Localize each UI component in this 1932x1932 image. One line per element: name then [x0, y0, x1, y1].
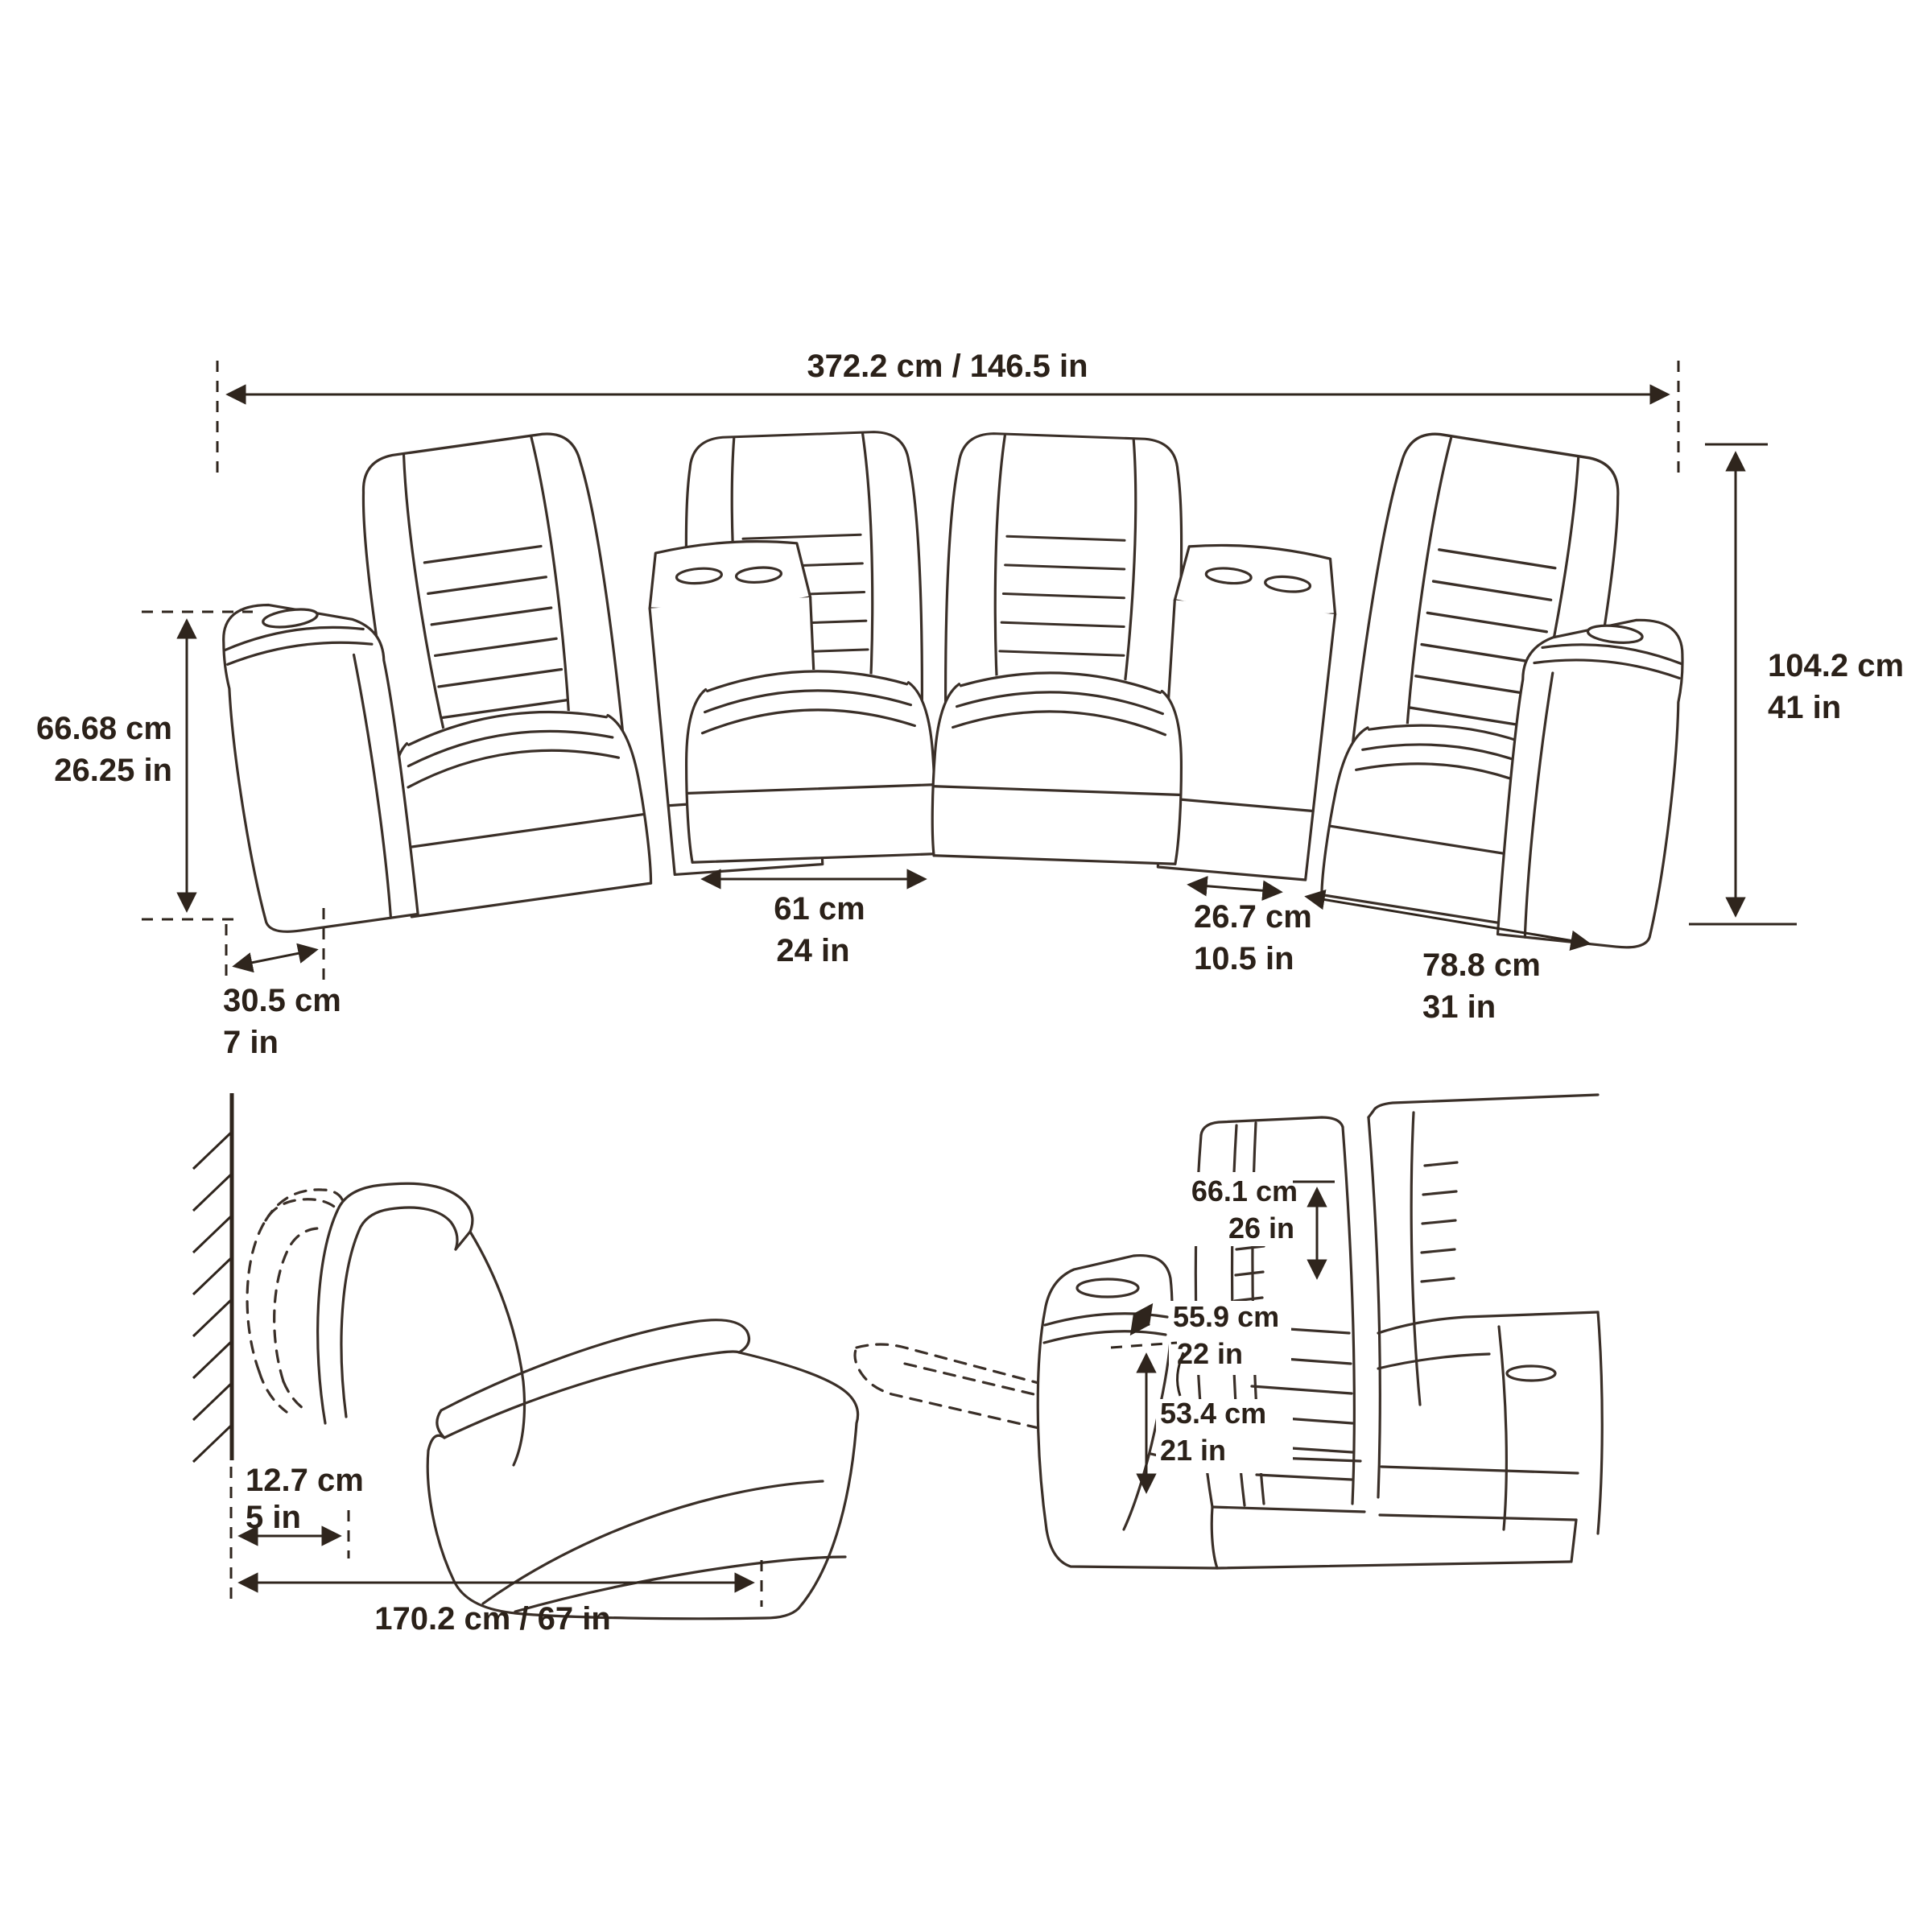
console-width-label-in: 10.5 in: [1194, 941, 1294, 976]
recliner-upright: [318, 1183, 858, 1618]
dimension-seat-back-height: [1166, 1172, 1335, 1277]
dimension-arm-height: [36, 612, 253, 919]
arm-height-label-in: 26.25 in: [54, 753, 172, 788]
detail-arm-height-label-cm: 55.9 cm: [1173, 1300, 1280, 1333]
seat-cushion: [931, 667, 1185, 865]
dimension-console-width: [1190, 885, 1312, 976]
wall-clearance-label-cm: 12.7 cm: [246, 1463, 364, 1498]
seat-height-label-cm: 53.4 cm: [1160, 1397, 1267, 1430]
seat-back-height-label-in: 26 in: [1228, 1212, 1294, 1245]
end-recliner-width-label-in: 31 in: [1422, 989, 1496, 1025]
dimension-wall-clearance: [231, 1463, 364, 1607]
dimension-overall-height: [1689, 444, 1904, 924]
overall-height-label-cm: 104.2 cm: [1768, 648, 1905, 683]
reclined-length-label: 170.2 cm / 67 in: [374, 1601, 611, 1637]
seat-width-label-in: 24 in: [776, 933, 850, 968]
wall-hatching: [193, 1132, 232, 1462]
sectional-front-view: [215, 428, 1690, 952]
arm-depth-label-in: 7 in: [223, 1025, 279, 1060]
seat-detail-view: [1038, 1095, 1602, 1568]
dimension-seat-width: [704, 879, 924, 968]
detail-armrest: [1038, 1256, 1172, 1530]
arm-height-label-cm: 66.68 cm: [35, 711, 172, 746]
arm-depth-label-cm: 30.5 cm: [223, 983, 341, 1018]
console-width-label-cm: 26.7 cm: [1194, 899, 1312, 935]
seat-height-label-in: 21 in: [1160, 1434, 1227, 1467]
overall-height-label-in: 41 in: [1768, 690, 1842, 725]
wall-clearance-label-in: 5 in: [246, 1500, 301, 1535]
detail-arm-height-label-in: 22 in: [1177, 1337, 1244, 1370]
seat-cushion: [683, 666, 937, 863]
seat-back-height-label-cm: 66.1 cm: [1191, 1174, 1298, 1208]
end-recliner-width-label-cm: 78.8 cm: [1422, 947, 1541, 983]
overall-width-label: 372.2 cm / 146.5 in: [807, 349, 1088, 384]
seat-width-label-cm: 61 cm: [774, 891, 865, 927]
wall: [193, 1093, 232, 1462]
